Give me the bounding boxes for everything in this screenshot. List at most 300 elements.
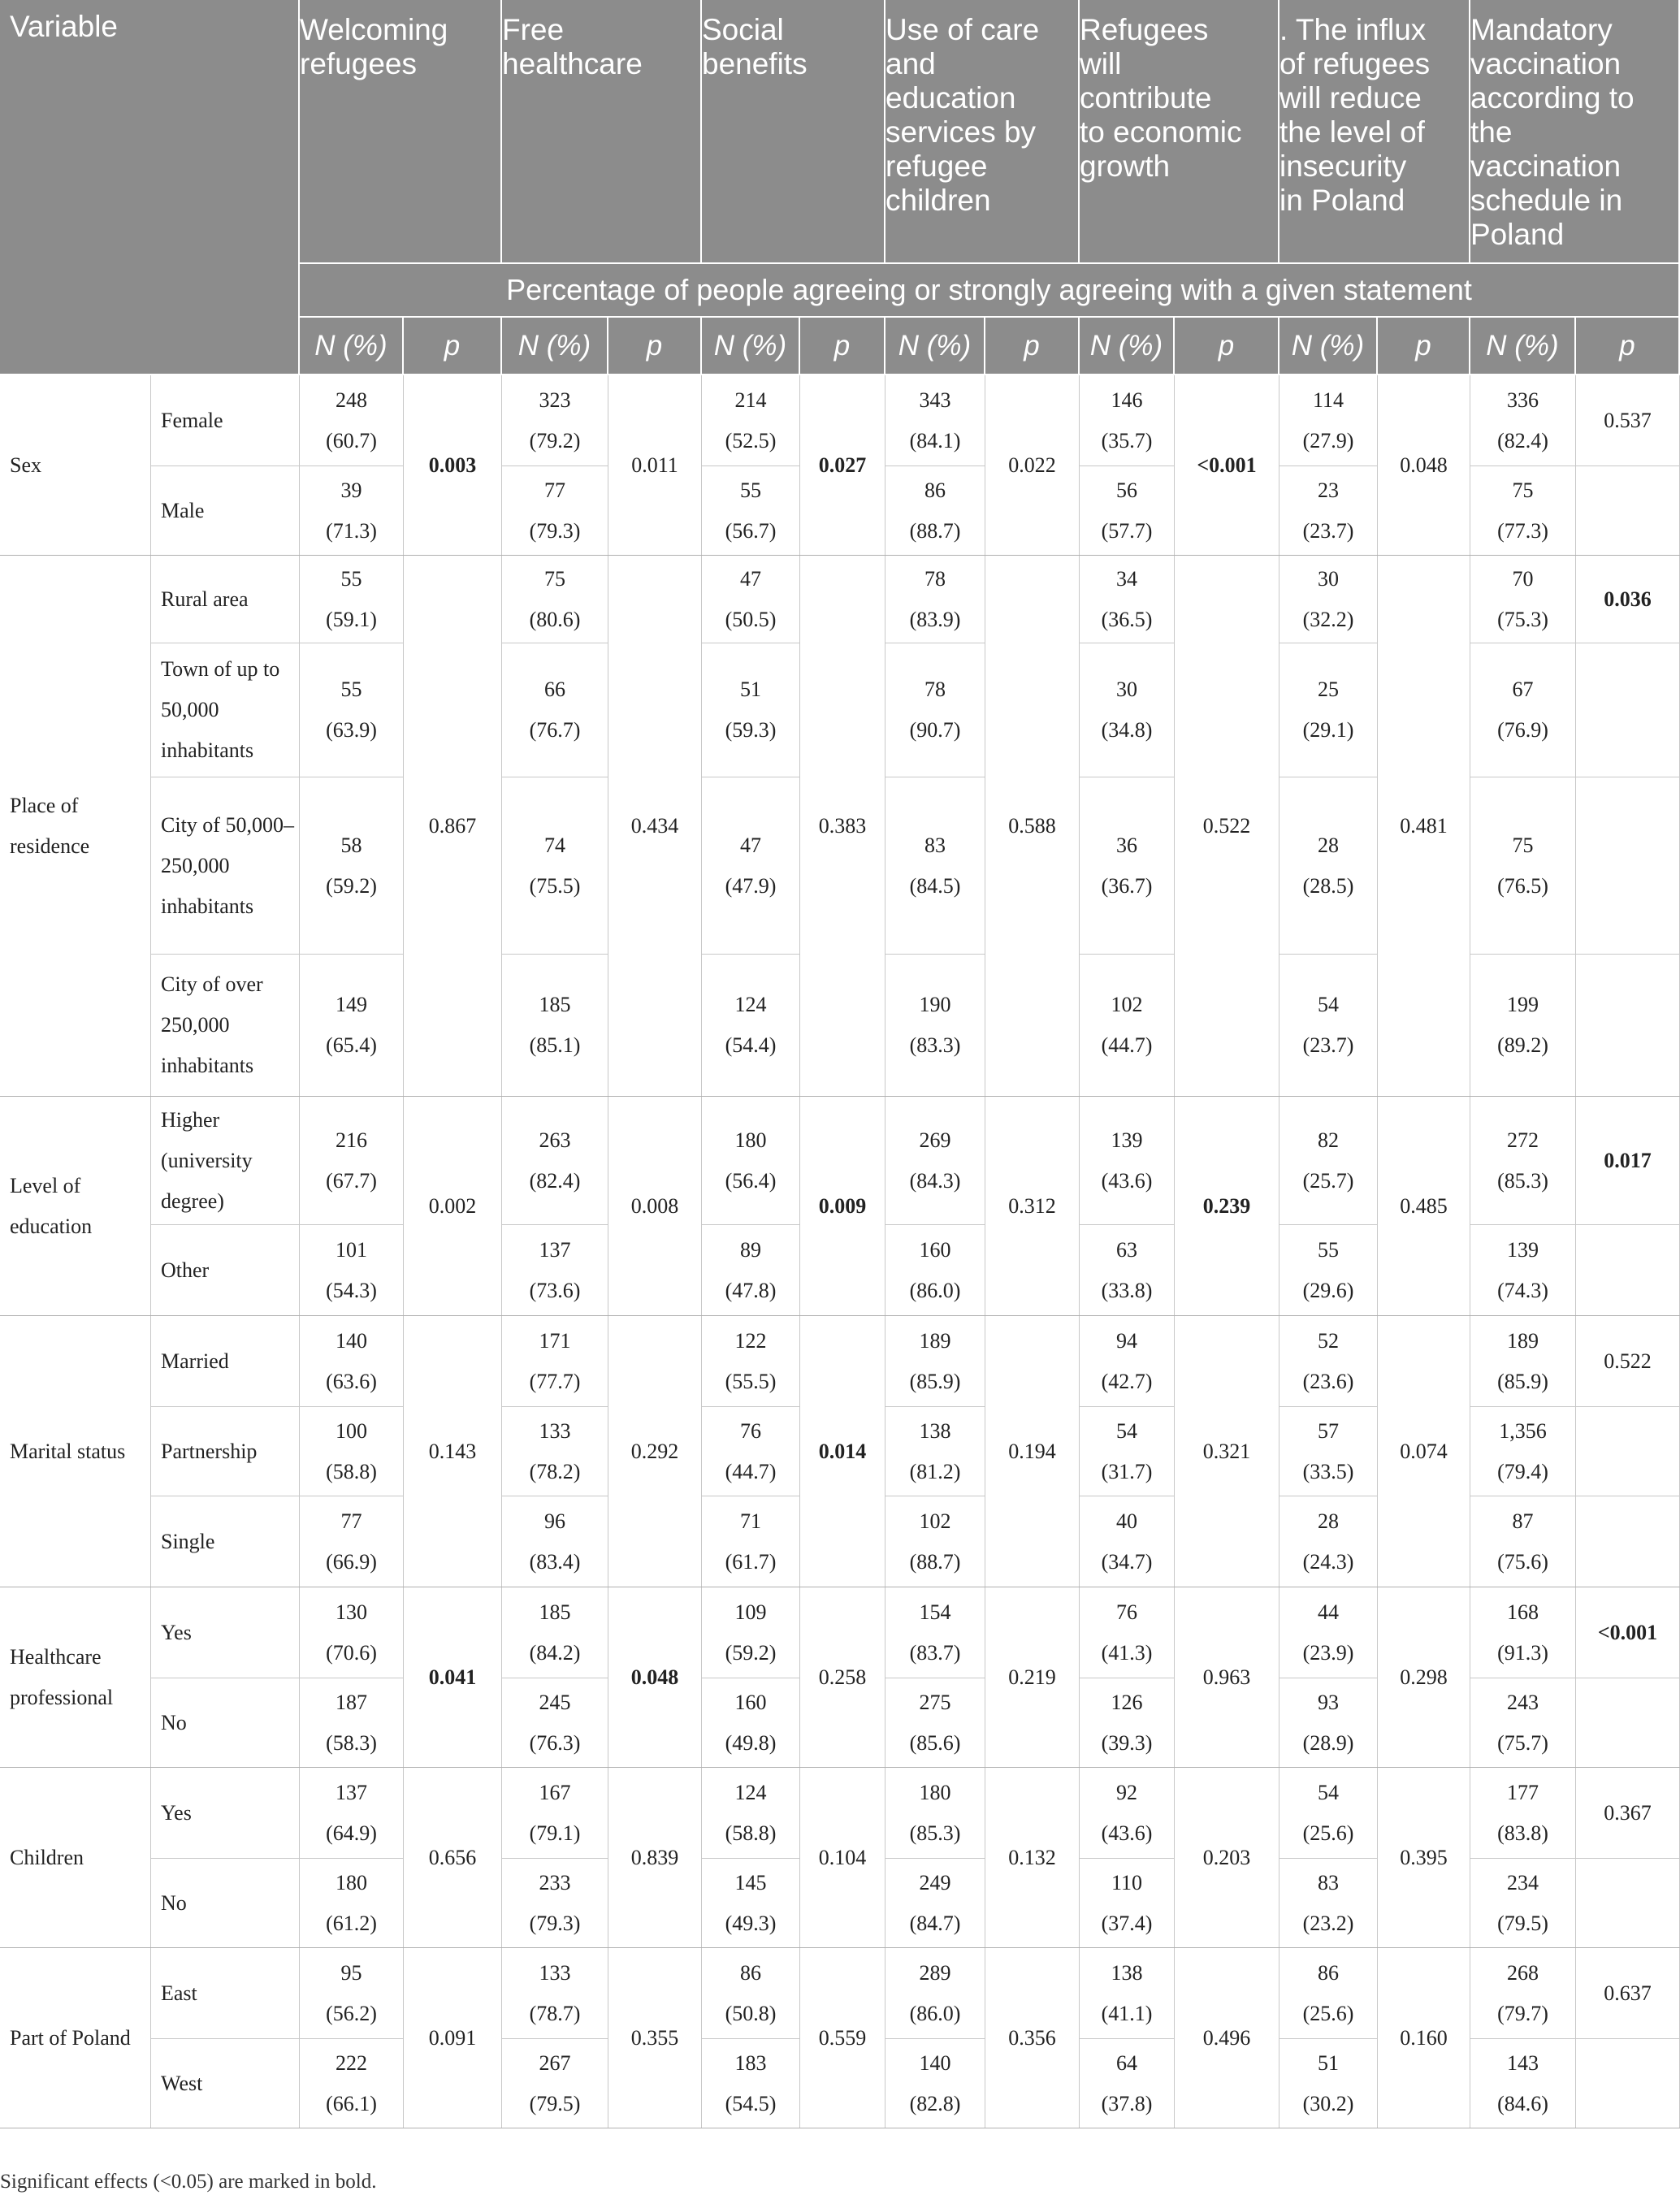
n-percent-line: 74 <box>544 833 565 857</box>
p-header: p <box>1378 318 1470 375</box>
n-percent-line: (67.7) <box>326 1168 377 1193</box>
column-header-line: will reduce <box>1279 81 1422 115</box>
column-header-line: the <box>1470 115 1513 149</box>
n-percent-line: (23.7) <box>1302 1033 1354 1057</box>
n-percent-line: 63 <box>1116 1237 1137 1262</box>
n-percent-cell <box>885 1407 985 1496</box>
vaccination-p-cell <box>1576 777 1680 955</box>
n-percent-cell <box>1470 643 1576 777</box>
n-percent-line: 133 <box>539 1418 571 1443</box>
column-header-line: contribute <box>1080 81 1212 115</box>
p-value-cell: 0.091 <box>404 1948 502 2128</box>
n-percent-line: 25 <box>1318 678 1339 701</box>
p-value-cell: 0.027 <box>800 375 885 556</box>
n-percent-line: 86 <box>924 478 946 502</box>
n-percent-cell <box>502 1407 608 1496</box>
variable-header: Variable <box>0 0 300 375</box>
column-header-line: refugee <box>885 149 988 183</box>
n-percent-line: (28.5) <box>1302 873 1354 898</box>
n-percent-line: (81.2) <box>909 1459 961 1483</box>
n-percent-line: (56.2) <box>326 2001 377 2025</box>
n-percent-cell <box>702 1225 800 1316</box>
n-percent-line: (41.3) <box>1101 1640 1153 1665</box>
n-percent-cell <box>502 1496 608 1587</box>
column-header-line: and <box>885 47 936 80</box>
n-percent-line: 75 <box>1512 478 1534 502</box>
n-percent-line: (83.9) <box>909 607 961 631</box>
p-value-cell: 0.011 <box>608 375 702 556</box>
n-percent-line: 323 <box>539 388 571 412</box>
n-percent-line: (49.8) <box>725 1730 777 1755</box>
n-percent-cell <box>300 777 404 955</box>
n-percent-line: 1,356 <box>1499 1418 1547 1443</box>
n-percent-line: (83.7) <box>909 1640 961 1665</box>
category-label: Female <box>151 375 300 466</box>
n-percent-line: 137 <box>336 1780 367 1804</box>
n-percent-line: (75.6) <box>1497 1549 1548 1574</box>
n-percent-line: (64.9) <box>326 1821 377 1845</box>
n-percent-cell <box>1080 466 1175 556</box>
n-percent-line: 138 <box>1111 1960 1143 1985</box>
column-header-line: insecurity <box>1279 149 1407 183</box>
n-percent-line: (36.7) <box>1101 873 1153 898</box>
n-percent-cell <box>702 1768 800 1859</box>
column-header-line: Refugees <box>1080 13 1209 46</box>
n-percent-cell <box>1470 1948 1576 2039</box>
p-value-cell: 0.656 <box>404 1768 502 1948</box>
n-percent-cell <box>1080 643 1175 777</box>
n-percent-cell <box>1279 1948 1378 2039</box>
column-header <box>702 0 885 264</box>
n-percent-line: (55.5) <box>725 1369 777 1393</box>
n-percent-line: (79.3) <box>529 518 581 543</box>
n-percent-line: 222 <box>336 2050 367 2075</box>
variable-group-label: Children <box>0 1768 151 1948</box>
n-percent-line: 124 <box>734 1780 767 1804</box>
n-percent-line: 51 <box>1318 2050 1339 2075</box>
vaccination-p-cell: 0.017 <box>1576 1097 1680 1225</box>
column-header-line: vaccination <box>1470 47 1622 80</box>
n-percent-line: (42.7) <box>1101 1369 1153 1393</box>
n-percent-line: (83.8) <box>1497 1821 1548 1845</box>
n-percent-line: (52.5) <box>725 428 777 452</box>
p-value-cell: 0.143 <box>404 1316 502 1587</box>
n-percent-line: 54 <box>1318 1780 1339 1804</box>
column-header <box>1279 0 1470 264</box>
n-percent-line: 44 <box>1318 1600 1339 1624</box>
n-percent-line: (36.5) <box>1101 607 1153 631</box>
n-percent-line: 51 <box>740 678 761 701</box>
column-header-line: in Poland <box>1279 184 1405 217</box>
n-percent-header: N (%) <box>502 318 608 375</box>
n-percent-line: 160 <box>919 1237 951 1262</box>
n-percent-line: (23.9) <box>1302 1640 1354 1665</box>
n-percent-line: (37.4) <box>1101 1911 1153 1935</box>
n-percent-line: 139 <box>1507 1237 1539 1262</box>
p-value-cell: 0.312 <box>985 1097 1080 1316</box>
column-header <box>1470 0 1680 264</box>
n-percent-line: (27.9) <box>1302 428 1354 452</box>
n-percent-line: (65.4) <box>326 1033 377 1057</box>
p-header: p <box>985 318 1080 375</box>
n-percent-line: 185 <box>539 993 571 1016</box>
n-percent-cell <box>300 1768 404 1859</box>
n-percent-line: (31.7) <box>1101 1459 1153 1483</box>
p-value-cell: 0.132 <box>985 1768 1080 1948</box>
n-percent-line: 263 <box>539 1128 571 1152</box>
n-percent-line: (49.3) <box>725 1911 777 1935</box>
n-percent-line: (84.5) <box>909 873 961 898</box>
n-percent-line: 143 <box>1507 2050 1539 2075</box>
n-percent-line: 180 <box>734 1128 767 1152</box>
n-percent-line: 23 <box>1318 478 1339 502</box>
n-percent-cell <box>702 556 800 643</box>
p-header: p <box>1576 318 1680 375</box>
n-percent-cell <box>502 466 608 556</box>
n-percent-cell <box>300 1097 404 1225</box>
n-percent-line: (66.1) <box>326 2091 377 2115</box>
p-value-cell: 0.434 <box>608 556 702 1097</box>
n-percent-line: (79.7) <box>1497 2001 1548 2025</box>
n-percent-line: (76.9) <box>1497 718 1548 742</box>
n-percent-cell <box>502 1316 608 1407</box>
column-header-line: services by <box>885 115 1037 149</box>
n-percent-line: 55 <box>340 566 362 591</box>
n-percent-line: (85.1) <box>529 1033 581 1057</box>
n-percent-line: 77 <box>544 478 565 502</box>
n-percent-line: 40 <box>1116 1509 1137 1533</box>
p-value-cell: 0.258 <box>800 1587 885 1768</box>
n-percent-line: (85.3) <box>1497 1168 1548 1193</box>
n-percent-cell <box>1279 375 1378 466</box>
n-percent-cell <box>702 1496 800 1587</box>
n-percent-line: 76 <box>740 1418 761 1443</box>
column-header-line: refugees <box>300 47 417 80</box>
n-percent-cell <box>300 556 404 643</box>
n-percent-line: 52 <box>1318 1328 1339 1353</box>
n-percent-cell <box>885 777 985 955</box>
n-percent-line: 58 <box>340 833 362 857</box>
n-percent-line: (59.1) <box>326 607 377 631</box>
n-percent-line: (61.2) <box>326 1911 377 1935</box>
variable-group-label: Level of education <box>0 1097 151 1316</box>
n-percent-line: 56 <box>1116 478 1137 502</box>
category-label: Married <box>151 1316 300 1407</box>
n-percent-cell <box>502 1768 608 1859</box>
n-percent-cell <box>1279 1496 1378 1587</box>
n-percent-line: (37.8) <box>1101 2091 1153 2115</box>
column-header-line: children <box>885 184 991 217</box>
n-percent-line: (88.7) <box>909 1549 961 1574</box>
n-percent-line: 82 <box>1318 1128 1339 1152</box>
n-percent-cell <box>502 643 608 777</box>
statement-subheader: Percentage of people agreeing or strongly agreeing with a given statement <box>300 264 1680 318</box>
n-percent-line: 289 <box>919 1960 951 1985</box>
n-percent-line: (91.3) <box>1497 1640 1548 1665</box>
vaccination-p-cell <box>1576 955 1680 1097</box>
n-percent-line: 171 <box>539 1328 571 1353</box>
n-percent-line: 168 <box>1507 1600 1539 1624</box>
column-header-line: to economic <box>1080 115 1242 149</box>
n-percent-line: 139 <box>1111 1128 1143 1152</box>
n-percent-cell <box>885 1496 985 1587</box>
n-percent-cell <box>885 1948 985 2039</box>
n-percent-cell <box>702 1948 800 2039</box>
n-percent-cell <box>502 2039 608 2128</box>
n-percent-line: (54.5) <box>725 2091 777 2115</box>
n-percent-line: (84.1) <box>909 428 961 452</box>
n-percent-cell <box>1080 1225 1175 1316</box>
n-percent-line: (59.2) <box>326 873 377 898</box>
n-percent-cell <box>702 1097 800 1225</box>
n-percent-cell <box>502 1097 608 1225</box>
n-percent-line: (25.6) <box>1302 2001 1354 2025</box>
n-percent-line: (83.3) <box>909 1033 961 1057</box>
n-percent-line: (71.3) <box>326 518 377 543</box>
n-percent-line: (70.6) <box>326 1640 377 1665</box>
n-percent-cell <box>1279 2039 1378 2128</box>
n-percent-line: (86.0) <box>909 1278 961 1302</box>
n-percent-line: (82.4) <box>529 1168 581 1193</box>
n-percent-line: (76.3) <box>529 1730 581 1755</box>
p-value-cell: 0.481 <box>1378 556 1470 1097</box>
vaccination-p-cell <box>1576 1859 1680 1948</box>
n-percent-line: (61.7) <box>725 1549 777 1574</box>
n-percent-header: N (%) <box>300 318 404 375</box>
n-percent-line: 249 <box>919 1870 951 1894</box>
n-percent-line: (84.7) <box>909 1911 961 1935</box>
p-value-cell: 0.839 <box>608 1768 702 1948</box>
n-percent-cell <box>1080 1496 1175 1587</box>
vaccination-p-cell: 0.522 <box>1576 1316 1680 1407</box>
category-label: City of over 250,000 inhabitants <box>151 955 300 1097</box>
n-percent-line: (28.9) <box>1302 1730 1354 1755</box>
n-percent-line: 122 <box>734 1328 767 1353</box>
n-percent-cell <box>702 1407 800 1496</box>
n-percent-cell <box>1470 1407 1576 1496</box>
column-header-line: Social <box>702 13 784 46</box>
n-percent-line: 216 <box>336 1128 367 1152</box>
n-percent-cell <box>1279 1587 1378 1678</box>
n-percent-line: 137 <box>539 1237 571 1262</box>
n-percent-line: (33.5) <box>1302 1459 1354 1483</box>
n-percent-line: 109 <box>734 1600 767 1624</box>
p-value-cell: 0.203 <box>1175 1768 1279 1948</box>
n-percent-cell <box>300 1859 404 1948</box>
n-percent-cell <box>1279 955 1378 1097</box>
n-percent-line: 177 <box>1507 1780 1539 1804</box>
n-percent-line: (75.7) <box>1497 1730 1548 1755</box>
n-percent-cell <box>885 955 985 1097</box>
n-percent-header: N (%) <box>885 318 985 375</box>
n-percent-cell <box>702 777 800 955</box>
p-value-cell: 0.395 <box>1378 1768 1470 1948</box>
n-percent-line: 160 <box>734 1690 767 1714</box>
vaccination-p-cell <box>1576 1407 1680 1496</box>
n-percent-line: (82.8) <box>909 2091 961 2115</box>
n-percent-line: 78 <box>924 566 946 591</box>
column-header-line: benefits <box>702 47 808 80</box>
n-percent-line: 89 <box>740 1237 761 1262</box>
n-percent-line: (84.2) <box>529 1640 581 1665</box>
n-percent-line: 70 <box>1512 566 1534 591</box>
p-value-cell: 0.383 <box>800 556 885 1097</box>
n-percent-line: (79.1) <box>529 1821 581 1845</box>
n-percent-cell <box>1470 1859 1576 1948</box>
n-percent-cell <box>1080 955 1175 1097</box>
n-percent-cell <box>1279 1859 1378 1948</box>
p-header: p <box>608 318 702 375</box>
n-percent-line: 272 <box>1507 1128 1539 1152</box>
column-header-line: Poland <box>1470 218 1565 251</box>
n-percent-cell <box>702 375 800 466</box>
column-header-line: Mandatory <box>1470 13 1613 46</box>
n-percent-line: (41.1) <box>1101 2001 1153 2025</box>
p-value-cell: 0.356 <box>985 1948 1080 2128</box>
n-percent-cell <box>885 375 985 466</box>
n-percent-line: (34.8) <box>1101 718 1153 742</box>
n-percent-cell <box>502 1859 608 1948</box>
column-header-line: education <box>885 81 1016 115</box>
n-percent-line: (56.4) <box>725 1168 777 1193</box>
n-percent-header: N (%) <box>702 318 800 375</box>
category-label: Male <box>151 466 300 556</box>
n-percent-line: (63.6) <box>326 1369 377 1393</box>
p-header: p <box>800 318 885 375</box>
n-percent-line: (30.2) <box>1302 2091 1354 2115</box>
n-percent-cell <box>300 955 404 1097</box>
n-percent-cell <box>1080 1097 1175 1225</box>
n-percent-line: (33.8) <box>1101 1278 1153 1302</box>
column-header-line: according to <box>1470 81 1635 115</box>
n-percent-line: 47 <box>740 833 761 857</box>
n-percent-cell <box>300 1948 404 2039</box>
p-value-cell: 0.009 <box>800 1097 885 1316</box>
n-percent-line: (34.7) <box>1101 1549 1153 1574</box>
vaccination-p-cell <box>1576 1225 1680 1316</box>
n-percent-line: (82.4) <box>1497 428 1548 452</box>
n-percent-line: 245 <box>539 1690 571 1714</box>
category-label: No <box>151 1859 300 1948</box>
p-value-cell: 0.008 <box>608 1097 702 1316</box>
n-percent-cell <box>1470 375 1576 466</box>
n-percent-cell <box>1470 2039 1576 2128</box>
n-percent-line: 54 <box>1318 993 1339 1016</box>
variable-group-label: Healthcare professional <box>0 1587 151 1768</box>
n-percent-line: (83.4) <box>529 1549 581 1574</box>
n-percent-line: (75.3) <box>1497 607 1548 631</box>
p-value-cell: 0.014 <box>800 1316 885 1587</box>
n-percent-line: 180 <box>919 1780 951 1804</box>
n-percent-line: (56.7) <box>725 518 777 543</box>
n-percent-line: 243 <box>1507 1690 1539 1714</box>
p-value-cell: 0.588 <box>985 556 1080 1097</box>
n-percent-cell <box>1080 375 1175 466</box>
n-percent-line: 75 <box>1512 833 1534 857</box>
category-label: Town of up to 50,000 inhabitants <box>151 643 300 777</box>
n-percent-header: N (%) <box>1279 318 1378 375</box>
n-percent-cell <box>1470 1496 1576 1587</box>
n-percent-line: (23.7) <box>1302 518 1354 543</box>
p-value-cell: 0.522 <box>1175 556 1279 1097</box>
n-percent-cell <box>300 375 404 466</box>
vaccination-p-cell <box>1576 2039 1680 2128</box>
n-percent-cell <box>1080 1678 1175 1768</box>
n-percent-line: 78 <box>924 678 946 701</box>
category-label: Yes <box>151 1587 300 1678</box>
n-percent-cell <box>1470 1316 1576 1407</box>
n-percent-cell <box>1279 1225 1378 1316</box>
n-percent-line: (59.3) <box>725 718 777 742</box>
n-percent-line: (75.5) <box>529 873 581 898</box>
n-percent-line: 189 <box>1507 1328 1539 1353</box>
n-percent-line: (84.6) <box>1497 2091 1548 2115</box>
category-label: West <box>151 2039 300 2128</box>
n-percent-cell <box>1279 1407 1378 1496</box>
p-value-cell: 0.867 <box>404 556 502 1097</box>
n-percent-cell <box>885 1225 985 1316</box>
n-percent-line: (57.7) <box>1101 518 1153 543</box>
vaccination-p-cell: <0.001 <box>1576 1587 1680 1678</box>
n-percent-line: 214 <box>734 388 767 412</box>
n-percent-cell <box>1080 1859 1175 1948</box>
n-percent-cell <box>702 1587 800 1678</box>
n-percent-line: (44.7) <box>725 1459 777 1483</box>
column-header-line: growth <box>1080 149 1171 183</box>
n-percent-cell <box>885 1587 985 1678</box>
n-percent-line: (58.3) <box>326 1730 377 1755</box>
n-percent-line: (39.3) <box>1101 1730 1153 1755</box>
p-value-cell: 0.022 <box>985 375 1080 556</box>
n-percent-cell <box>300 2039 404 2128</box>
n-percent-line: 145 <box>734 1870 767 1894</box>
n-percent-cell <box>1279 466 1378 556</box>
p-value-cell: <0.001 <box>1175 375 1279 556</box>
p-value-cell: 0.559 <box>800 1948 885 2128</box>
n-percent-line: 95 <box>340 1960 362 1985</box>
n-percent-line: 126 <box>1111 1690 1143 1714</box>
p-value-cell: 0.003 <box>404 375 502 556</box>
column-header-line: healthcare <box>502 47 643 80</box>
n-percent-line: 268 <box>1507 1960 1539 1985</box>
n-percent-cell <box>702 955 800 1097</box>
p-value-cell: 0.160 <box>1378 1948 1470 2128</box>
n-percent-line: (80.6) <box>529 607 581 631</box>
n-percent-line: 71 <box>740 1509 761 1533</box>
n-percent-cell <box>1080 1407 1175 1496</box>
n-percent-line: 86 <box>1318 1960 1339 1985</box>
p-value-cell: 0.002 <box>404 1097 502 1316</box>
n-percent-line: (88.7) <box>909 518 961 543</box>
n-percent-line: (78.7) <box>529 2001 581 2025</box>
n-percent-line: 183 <box>734 2050 767 2075</box>
n-percent-line: 138 <box>919 1418 951 1443</box>
n-percent-line: 36 <box>1116 833 1137 857</box>
n-percent-cell <box>1080 1587 1175 1678</box>
n-percent-line: 39 <box>340 478 362 502</box>
n-percent-line: (58.8) <box>326 1459 377 1483</box>
n-percent-line: 28 <box>1318 1509 1339 1533</box>
n-percent-cell <box>502 1225 608 1316</box>
n-percent-cell <box>300 643 404 777</box>
n-percent-line: (79.4) <box>1497 1459 1548 1483</box>
n-percent-line: (54.3) <box>326 1278 377 1302</box>
n-percent-line: (50.8) <box>725 2001 777 2025</box>
n-percent-cell <box>1279 1316 1378 1407</box>
column-header-line: vaccination <box>1470 149 1622 183</box>
n-percent-cell <box>1470 777 1576 955</box>
n-percent-line: 275 <box>919 1690 951 1714</box>
